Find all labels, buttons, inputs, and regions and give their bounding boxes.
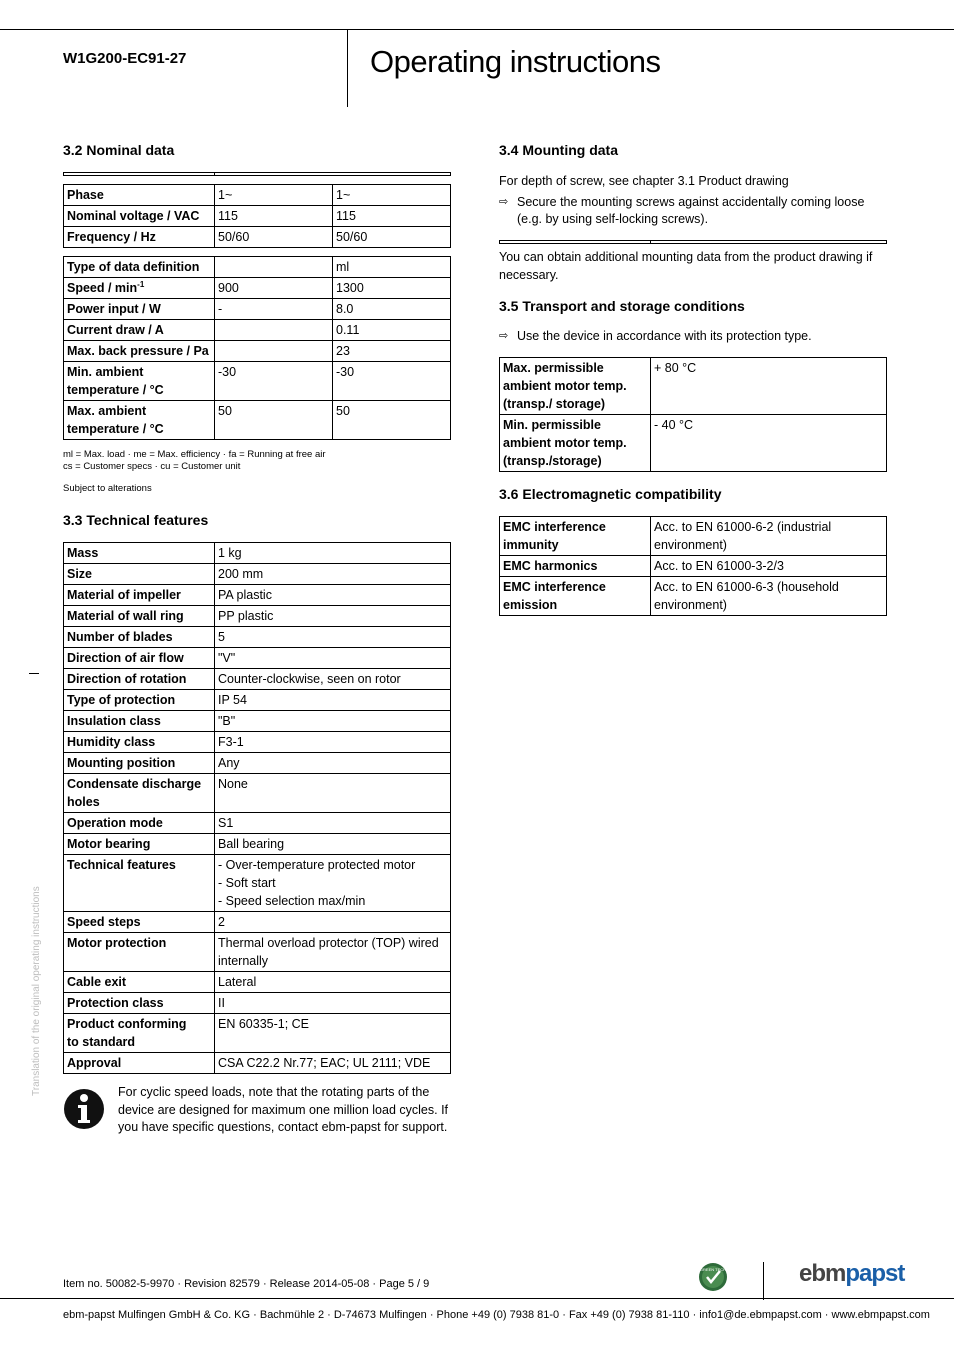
row-value-b: -30 xyxy=(333,362,451,401)
info-text: For cyclic speed loads, note that the rotating parts of the device are designed for maximum one million load cycles. If you have specific questions, contact ebm-papst for support. xyxy=(118,1085,449,1134)
row-value: Any xyxy=(215,753,451,774)
row-label: Type of protection xyxy=(64,690,215,711)
table-row xyxy=(64,320,451,341)
row-value-a: 50/60 xyxy=(215,227,333,248)
row-value-a: 115 xyxy=(215,206,333,227)
row-value-a: -30 xyxy=(215,362,333,401)
row-value-b: 115 xyxy=(333,206,451,227)
row-value-a: - xyxy=(215,299,333,320)
row-label: Operation mode xyxy=(64,813,215,834)
row-label: Phase xyxy=(64,185,215,206)
table-row xyxy=(64,669,451,690)
row-value-b: 1~ xyxy=(333,185,451,206)
row-value: S1 xyxy=(215,813,451,834)
company-logo: ebmpapst xyxy=(799,1260,905,1287)
row-value: None xyxy=(215,774,451,813)
row-value: "V" xyxy=(215,648,451,669)
table-row xyxy=(64,993,451,1014)
row-value-a xyxy=(215,320,333,341)
table-row xyxy=(64,401,451,440)
row-label: Cable exit xyxy=(64,972,215,993)
footer-rule xyxy=(0,1298,954,1299)
table-row xyxy=(64,834,451,855)
row-value: Acc. to EN 61000-6-3 (household environment) xyxy=(651,577,887,616)
table-row xyxy=(64,972,451,993)
row-value: PP plastic xyxy=(215,606,451,627)
info-icon xyxy=(63,1088,105,1130)
row-value-a xyxy=(215,257,333,278)
table-row xyxy=(500,241,887,244)
row-label: Product conforming to standard xyxy=(64,1014,215,1053)
table-row xyxy=(64,813,451,834)
row-label: Type of data definition xyxy=(64,257,215,278)
row-value: IP 54 xyxy=(215,690,451,711)
table-row xyxy=(64,585,451,606)
mounting-after: You can obtain additional mounting data from the product drawing if necessary. xyxy=(499,250,873,282)
row-value: CSA C22.2 Nr.77; EAC; UL 2111; VDE xyxy=(215,1053,451,1074)
info-note xyxy=(63,1084,451,1144)
table-row xyxy=(64,543,451,564)
table-row xyxy=(64,1053,451,1074)
row-value-b: 50 xyxy=(333,401,451,440)
mounting-bullet: ⇨ Secure the mounting screws against accidentally coming loose (e.g. by using self-locking screws). xyxy=(499,195,865,226)
table-row xyxy=(64,627,451,648)
nominal-heading: 3.2 Nominal data xyxy=(63,142,175,158)
row-label: Mounting position xyxy=(64,753,215,774)
row-value: - Over-temperature protected motor - Soft start - Speed selection max/min xyxy=(215,855,451,912)
model-number: W1G200-EC91-27 xyxy=(63,50,187,67)
row-label: Direction of rotation xyxy=(64,669,215,690)
row-value: 200 mm xyxy=(215,564,451,585)
row-label: Power input / W xyxy=(64,299,215,320)
row-value: F3-1 xyxy=(215,732,451,753)
table-row xyxy=(64,648,451,669)
row-label: Motor protection xyxy=(64,933,215,972)
table-row xyxy=(500,556,887,577)
row-label: Protection class xyxy=(64,993,215,1014)
table-row xyxy=(64,1014,451,1053)
table-row xyxy=(64,341,451,362)
mounting-value xyxy=(651,241,887,244)
table-row xyxy=(64,711,451,732)
row-value: 2 xyxy=(215,912,451,933)
row-label: Mass xyxy=(64,543,215,564)
row-value: PA plastic xyxy=(215,585,451,606)
row-label: Approval xyxy=(64,1053,215,1074)
table-row xyxy=(64,206,451,227)
row-label: Max. permissible ambient motor temp. (transp./ storage) xyxy=(500,358,651,415)
technical-heading: 3.3 Technical features xyxy=(63,512,209,528)
table-row xyxy=(64,227,451,248)
row-label: Insulation class xyxy=(64,711,215,732)
transport-bullet: ⇨ Use the device in accordance with its protection type. xyxy=(499,329,812,343)
technical-table xyxy=(63,542,451,1074)
row-value-a: 1~ xyxy=(215,185,333,206)
row-label: EMC interference immunity xyxy=(500,517,651,556)
table-row xyxy=(64,690,451,711)
table-row xyxy=(500,415,887,472)
electrical-table xyxy=(63,184,451,248)
row-label: EMC interference emission xyxy=(500,577,651,616)
table-row xyxy=(64,732,451,753)
row-label: Material of impeller xyxy=(64,585,215,606)
page-title: Operating instructions xyxy=(370,44,661,79)
mounting-intro: For depth of screw, see chapter 3.1 Product drawing xyxy=(499,174,789,188)
mounting-table xyxy=(499,240,887,244)
row-value: - 40 °C xyxy=(651,415,887,472)
row-label: Current draw / A xyxy=(64,320,215,341)
table-row xyxy=(64,299,451,320)
abbreviation-note: ml = Max. load · me = Max. efficiency · fa = Running at free air cs = Customer specs · cu = Customer unit xyxy=(63,449,326,472)
row-label: Number of blades xyxy=(64,627,215,648)
right-column xyxy=(499,142,887,616)
table-row xyxy=(64,564,451,585)
header-rule xyxy=(0,29,954,30)
table-row xyxy=(64,362,451,401)
table-row xyxy=(64,753,451,774)
left-column xyxy=(63,142,451,1144)
table-row xyxy=(500,517,887,556)
row-label: Max. ambient temperature / °C xyxy=(64,401,215,440)
row-label: EMC harmonics xyxy=(500,556,651,577)
row-value-a: 50 xyxy=(215,401,333,440)
row-value-b: ml xyxy=(333,257,451,278)
table-row xyxy=(64,185,451,206)
greentech-badge-icon xyxy=(698,1262,728,1292)
table-row xyxy=(64,912,451,933)
table-row xyxy=(64,855,451,912)
row-label: Speed / $\min^{-1}$ xyxy=(64,278,215,299)
row-label: Technical features xyxy=(64,855,215,912)
subject-note: Subject to alterations xyxy=(63,483,152,494)
row-label: Size xyxy=(64,564,215,585)
table-row xyxy=(64,774,451,813)
row-label: Motor bearing xyxy=(64,834,215,855)
performance-table xyxy=(63,256,451,440)
table-row xyxy=(500,577,887,616)
row-value: Thermal overload protector (TOP) wired internally xyxy=(215,933,451,972)
row-value: EN 60335-1; CE xyxy=(215,1014,451,1053)
row-value-a: 900 xyxy=(215,278,333,299)
row-value: 1 kg xyxy=(215,543,451,564)
row-label: Min. permissible ambient motor temp. (transp./storage) xyxy=(500,415,651,472)
transport-heading: 3.5 Transport and storage conditions xyxy=(499,298,745,314)
arrow-icon: ⇨ xyxy=(499,196,509,208)
logo-divider xyxy=(763,1262,764,1300)
row-label: Material of wall ring xyxy=(64,606,215,627)
row-value: "B" xyxy=(215,711,451,732)
table-row xyxy=(64,257,451,278)
row-value-b: 50/60 xyxy=(333,227,451,248)
side-note: Translation of the original operating instructions xyxy=(31,886,42,1096)
row-label: Humidity class xyxy=(64,732,215,753)
row-value: + 80 °C xyxy=(651,358,887,415)
table-row xyxy=(64,278,451,299)
row-value: Ball bearing xyxy=(215,834,451,855)
row-label: Min. ambient temperature / °C xyxy=(64,362,215,401)
emc-heading: 3.6 Electromagnetic compatibility xyxy=(499,486,722,502)
mounting-heading: 3.4 Mounting data xyxy=(499,142,618,158)
table-row xyxy=(64,933,451,972)
header-divider xyxy=(347,29,348,107)
row-value: 5 xyxy=(215,627,451,648)
row-label: Frequency / Hz xyxy=(64,227,215,248)
row-label: Direction of air flow xyxy=(64,648,215,669)
arrow-icon: ⇨ xyxy=(499,330,509,342)
row-value-b: 0.11 xyxy=(333,320,451,341)
row-value: Counter-clockwise, seen on rotor xyxy=(215,669,451,690)
table-row xyxy=(64,606,451,627)
row-value: Lateral xyxy=(215,972,451,993)
svg-text:GREEN TECH: GREEN TECH xyxy=(699,1267,727,1272)
row-value-b: 1300 xyxy=(333,278,451,299)
transport-table xyxy=(499,357,887,472)
row-value-b: 23 xyxy=(333,341,451,362)
row-label: Nominal voltage / VAC xyxy=(64,206,215,227)
item-number: Item no. 50082-5-9970 · Revision 82579 · Release 2014-05-08 · Page 5 / 9 xyxy=(63,1278,430,1290)
row-value: Acc. to EN 61000-6-2 (industrial environment) xyxy=(651,517,887,556)
row-label: Condensate discharge holes xyxy=(64,774,215,813)
emc-table xyxy=(499,516,887,616)
margin-tick xyxy=(29,673,39,674)
table-row xyxy=(500,358,887,415)
row-label: Speed steps xyxy=(64,912,215,933)
row-value-a xyxy=(215,341,333,362)
company-address: ebm-papst Mulfingen GmbH & Co. KG · Bachmühle 2 · D-74673 Mulfingen · Phone +49 (0) 7938 81-0 · Fax +49 (0) 7938 81-110 · info1@de.ebmpapst.com · www.ebmpapst.com xyxy=(63,1309,930,1321)
row-value: Acc. to EN 61000-3-2/3 xyxy=(651,556,887,577)
row-label: Max. back pressure / Pa xyxy=(64,341,215,362)
mounting-label xyxy=(500,241,651,244)
row-value-b: 8.0 xyxy=(333,299,451,320)
row-value: II xyxy=(215,993,451,1014)
